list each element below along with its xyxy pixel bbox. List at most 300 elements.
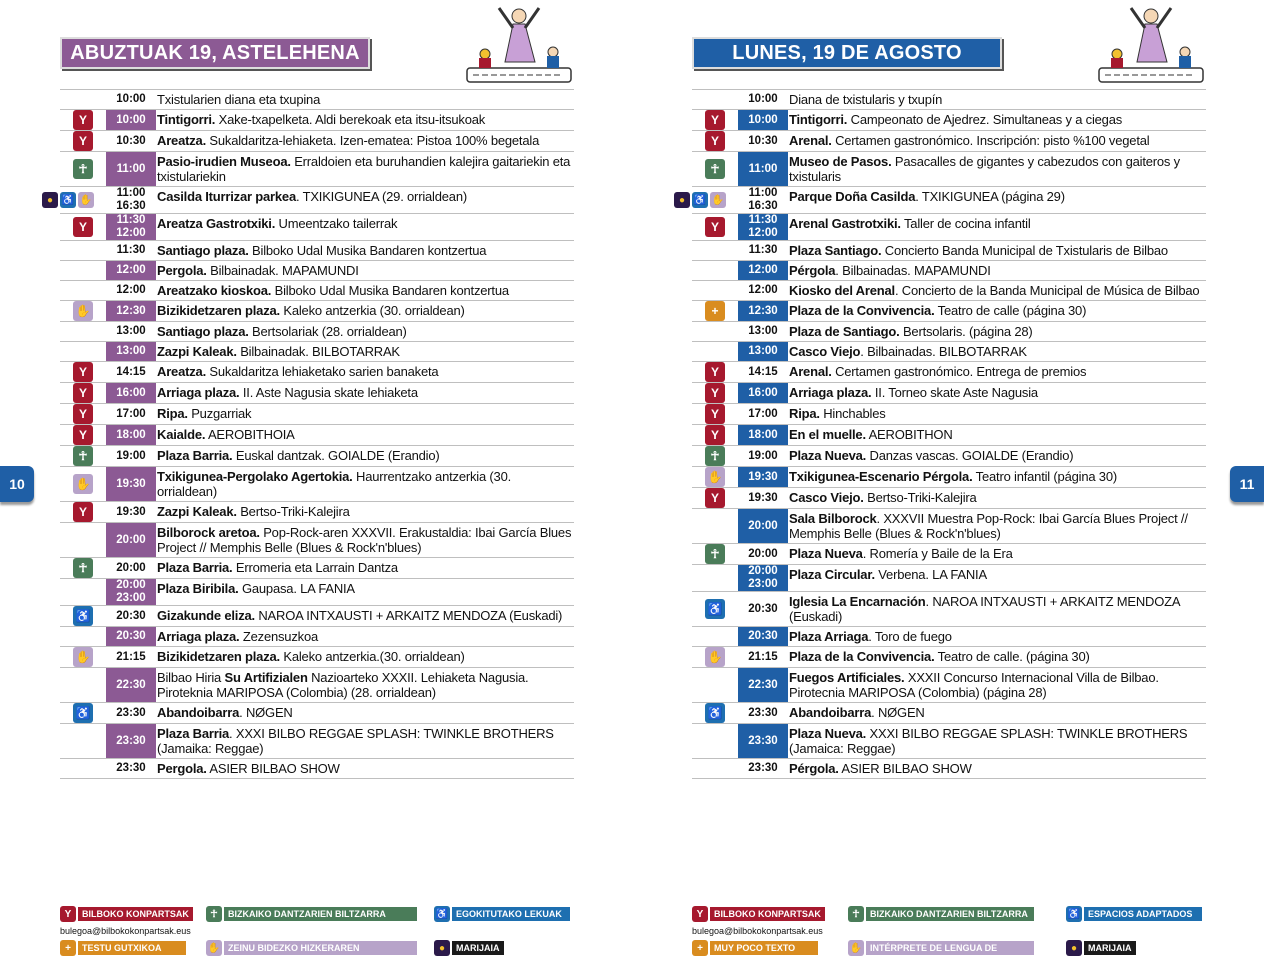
event-text: Bertsolariak (28. orrialdean) xyxy=(248,324,407,339)
event-text: Bilbainadak. MAPAMUNDI xyxy=(206,263,359,278)
sign-language-icon: ✋ xyxy=(705,467,725,487)
event-time xyxy=(106,90,156,109)
wheelchair-icon: ♿ xyxy=(705,599,725,619)
row-icon-cell xyxy=(60,404,106,424)
dancer-icon: ☥ xyxy=(73,558,93,578)
row-icon-cell xyxy=(692,544,738,564)
page-number-tab: 10 xyxy=(0,466,34,502)
event-place: Areatza. xyxy=(157,133,206,148)
event-description xyxy=(156,131,574,151)
legend-dantzari: ☥ BIZKAIKO DANTZARIEN BILTZARRA xyxy=(206,906,417,922)
row-icon-cell xyxy=(692,446,738,466)
table-row xyxy=(60,281,574,301)
event-place: Plaza Santiago. xyxy=(789,243,882,258)
sign-language-icon: ✋ xyxy=(206,940,222,956)
konpartsak-icon: Y xyxy=(705,131,725,151)
konpartsak-icon: Y xyxy=(73,502,93,522)
time-value: 14:15 xyxy=(116,365,146,378)
event-description xyxy=(788,544,1206,564)
event-description xyxy=(788,446,1206,466)
event-description xyxy=(788,383,1206,403)
table-row xyxy=(60,322,574,342)
row-icon-cell xyxy=(60,322,106,341)
time-value: 19:00 xyxy=(748,449,778,462)
event-description xyxy=(788,214,1206,240)
marijaia-mascot-icon xyxy=(1095,2,1207,86)
table-row xyxy=(692,544,1206,565)
time-value: 16:00 xyxy=(748,386,778,399)
event-description xyxy=(788,281,1206,300)
table-row xyxy=(60,467,574,502)
konpartsak-icon: Y xyxy=(73,110,93,130)
event-text: Diana de txistularis y txupín xyxy=(789,92,943,107)
row-icon-cell xyxy=(692,627,738,646)
event-text: Bilboko Udal Musika Bandaren kontzertua xyxy=(271,283,509,298)
event-text: . NØGEN xyxy=(239,705,293,720)
konpartsak-icon: Y xyxy=(73,362,93,382)
table-row xyxy=(692,301,1206,322)
event-description xyxy=(788,668,1206,702)
event-place: Pérgola xyxy=(789,263,836,278)
schedule-table xyxy=(46,89,574,779)
table-row xyxy=(60,131,574,152)
table-row xyxy=(60,362,574,383)
dancer-icon: ☥ xyxy=(206,906,222,922)
time-value: 11:30 xyxy=(748,244,778,256)
time-value: 11:30 xyxy=(748,214,778,226)
table-row xyxy=(692,362,1206,383)
event-place: Casco Viejo. xyxy=(789,490,864,505)
event-place: Abandoibarra xyxy=(789,705,872,720)
event-text: Verbena. LA FANIA xyxy=(874,567,987,582)
sign-language-icon: ✋ xyxy=(710,192,726,208)
time-value: 10:00 xyxy=(748,93,778,105)
event-place: Plaza Arriaga xyxy=(789,629,869,644)
event-text: ASIER BILBAO SHOW xyxy=(206,761,340,776)
event-text: Erraldoien eta buruhandien kalejira gaitariekin eta txistulariekin xyxy=(157,154,571,184)
event-time xyxy=(106,425,156,445)
event-time xyxy=(106,152,156,186)
marijaia-icon: ● xyxy=(1066,940,1082,956)
row-icon-cell xyxy=(60,214,106,240)
event-time xyxy=(106,759,156,778)
event-text: Txistularien diana eta txupina xyxy=(157,92,321,107)
time-value: 12:00 xyxy=(116,227,146,239)
time-value: 10:30 xyxy=(116,134,146,147)
event-time xyxy=(106,281,156,300)
event-description xyxy=(788,404,1206,424)
event-time xyxy=(738,668,788,702)
time-value: 12:00 xyxy=(116,264,146,276)
row-icon-cell xyxy=(60,703,106,723)
event-time xyxy=(738,544,788,564)
event-time xyxy=(106,523,156,557)
event-text: Certamen gastronómico. Inscripción: pisto %100 vegetal xyxy=(831,133,1150,148)
time-value: 13:00 xyxy=(116,345,146,357)
marijaia-icon: ● xyxy=(434,940,450,956)
event-description xyxy=(788,425,1206,445)
time-value: 20:00 xyxy=(116,533,146,546)
konpartsak-icon: Y xyxy=(73,131,93,151)
event-place: Plaza Biribila. xyxy=(157,581,239,596)
event-description xyxy=(156,362,574,382)
event-time xyxy=(106,703,156,723)
table-row xyxy=(692,446,1206,467)
row-icon-cell xyxy=(692,383,738,403)
event-description xyxy=(788,322,1206,341)
event-text: Sukaldaritza lehiaketako sarien banaketa xyxy=(205,364,439,379)
table-row xyxy=(60,110,574,131)
event-time xyxy=(106,362,156,382)
table-row xyxy=(692,342,1206,362)
event-time xyxy=(738,281,788,300)
table-row xyxy=(60,627,574,647)
event-place: Casilda Iturrizar parkea xyxy=(157,189,296,204)
dancer-icon: ☥ xyxy=(73,159,93,179)
event-time xyxy=(738,322,788,341)
dancer-icon: ☥ xyxy=(73,446,93,466)
event-text: Teatro de calle (página 30) xyxy=(934,303,1087,318)
row-icon-cell xyxy=(692,322,738,341)
row-icon-cell xyxy=(60,579,106,605)
event-text: Xake-txapelketa. Aldi berekoak eta itsu-itsukoak xyxy=(215,112,486,127)
event-description xyxy=(788,301,1206,321)
time-value: 22:30 xyxy=(748,678,778,691)
time-value: 23:30 xyxy=(748,762,778,774)
event-place: Plaza Nueva. xyxy=(789,448,867,463)
event-time xyxy=(106,606,156,626)
table-row xyxy=(692,488,1206,509)
time-value: 16:00 xyxy=(116,386,146,399)
row-icon-cell xyxy=(60,90,106,109)
row-icon-cell xyxy=(60,425,106,445)
time-value: 10:00 xyxy=(748,113,778,126)
event-description xyxy=(156,261,574,280)
dancer-icon: ☥ xyxy=(705,159,725,179)
event-place: Txikigunea-Escenario Pérgola. xyxy=(789,469,973,484)
table-row xyxy=(60,89,574,110)
event-text: . XXXVII Muestra Pop-Rock: Ibai García Blues Project // Memphis Belle (Blues & Rock'n'blues) xyxy=(789,511,1188,541)
event-place: Sala Bilborock xyxy=(789,511,877,526)
row-icon-cell xyxy=(692,759,738,778)
event-description xyxy=(788,131,1206,151)
event-description xyxy=(156,668,574,702)
time-value: 20:30 xyxy=(748,602,778,615)
event-place: Pasio-irudien Museoa. xyxy=(157,154,291,169)
table-row xyxy=(60,703,574,724)
event-time xyxy=(106,446,156,466)
event-time xyxy=(738,467,788,487)
time-value: 12:00 xyxy=(116,284,146,296)
table-row xyxy=(60,668,574,703)
event-time xyxy=(738,342,788,361)
event-place: Txikigunea-Pergolako Agertokia. xyxy=(157,469,353,484)
event-time xyxy=(738,565,788,591)
time-value: 11:00 xyxy=(748,162,778,175)
table-row xyxy=(692,261,1206,281)
wheelchair-icon: ♿ xyxy=(692,192,708,208)
event-description xyxy=(788,187,1206,213)
table-row xyxy=(60,241,574,261)
event-time xyxy=(738,488,788,508)
day-banner: ABUZTUAK 19, ASTELEHENA xyxy=(60,37,370,69)
row-icon-cell xyxy=(692,565,738,591)
table-row xyxy=(692,425,1206,446)
table-row xyxy=(60,523,574,558)
event-description xyxy=(156,281,574,300)
event-text: Teatro infantil (página 30) xyxy=(972,469,1117,484)
event-text: Puzgarriak xyxy=(187,406,252,421)
event-place: Iglesia La Encarnación xyxy=(789,594,926,609)
time-value: 11:30 xyxy=(116,244,146,256)
row-icon-cell xyxy=(692,703,738,723)
event-place: Arenal. xyxy=(789,133,832,148)
time-value: 20:30 xyxy=(116,630,146,642)
event-place: Bizikidetzaren plaza. xyxy=(157,649,280,664)
event-place: Plaza Barria. xyxy=(157,560,233,575)
legend-zeinu: ✋ ZEINU BIDEZKO HIZKERAREN INTERPRETEA xyxy=(206,940,417,956)
event-description xyxy=(788,342,1206,361)
row-icon-cell xyxy=(60,724,106,758)
event-place: Arenal Gastrotxiki. xyxy=(789,216,901,231)
event-time xyxy=(738,110,788,130)
time-value: 23:30 xyxy=(116,734,146,747)
time-value: 12:30 xyxy=(748,304,778,317)
row-icon-cell xyxy=(692,404,738,424)
event-text: . TXIKIGUNEA (página 29) xyxy=(915,189,1065,204)
event-text: Kaleko antzerkia.(30. orrialdean) xyxy=(279,649,465,664)
event-time xyxy=(106,383,156,403)
table-row xyxy=(692,322,1206,342)
time-value: 23:30 xyxy=(748,734,778,747)
event-text: . XXXI BILBO REGGAE SPLASH: TWINKLE BROTHERS (Jamaika: Reggae) xyxy=(157,726,554,756)
event-text: Bilbainadak. BILBOTARRAK xyxy=(236,344,400,359)
table-row xyxy=(46,187,574,214)
row-icon-cell xyxy=(692,342,738,361)
event-time xyxy=(738,759,788,778)
event-text: XXXI BILBO REGGAE SPLASH: TWINKLE BROTHERS (Jamaica: Reggae) xyxy=(789,726,1188,756)
event-time xyxy=(738,383,788,403)
event-place: Bilborock aretoa. xyxy=(157,525,260,540)
event-time xyxy=(738,131,788,151)
event-time xyxy=(106,214,156,240)
row-icon-cell xyxy=(60,627,106,646)
event-time xyxy=(106,241,156,260)
marijaia-mascot-icon xyxy=(463,2,575,86)
event-description xyxy=(788,110,1206,130)
event-description xyxy=(788,703,1206,723)
time-value: 17:00 xyxy=(116,407,146,420)
table-row xyxy=(60,425,574,446)
event-place: Gizakunde eliza. xyxy=(157,608,255,623)
event-place: Plaza Barria. xyxy=(157,448,233,463)
time-value: 20:00 xyxy=(748,547,778,560)
event-description xyxy=(788,362,1206,382)
row-icon-cell xyxy=(692,647,738,667)
event-time xyxy=(106,131,156,151)
time-value: 19:30 xyxy=(116,505,146,518)
event-place: Arriaga plaza. xyxy=(789,385,872,400)
row-icon-cell xyxy=(60,668,106,702)
event-place: Santiago plaza. xyxy=(157,324,249,339)
event-description xyxy=(156,187,574,213)
wheelchair-icon: ♿ xyxy=(60,192,76,208)
legend-egokitu: ♿ ESPACIOS ADAPTADOS xyxy=(1066,906,1202,922)
row-icon-cell xyxy=(692,425,738,445)
event-description xyxy=(156,152,574,186)
event-place: Areatza Gastrotxiki. xyxy=(157,216,276,231)
time-value: 20:00 xyxy=(748,565,778,577)
event-place: Plaza de la Convivencia. xyxy=(789,649,935,664)
table-row xyxy=(692,703,1206,724)
legend-testu: + TESTU GUTXIKOA xyxy=(60,940,186,956)
event-time xyxy=(738,404,788,424)
row-icon-cell xyxy=(60,131,106,151)
table-row xyxy=(692,467,1206,488)
event-text: II. Torneo skate Aste Nagusia xyxy=(871,385,1038,400)
time-value: 18:00 xyxy=(748,428,778,441)
row-icon-cell xyxy=(46,187,106,213)
row-icon-cell xyxy=(60,152,106,186)
row-icon-cell xyxy=(60,241,106,260)
event-time xyxy=(106,558,156,578)
event-place: Arriaga plaza. xyxy=(157,385,240,400)
event-place: Casco Viejo xyxy=(789,344,861,359)
sign-language-icon: ✋ xyxy=(73,647,93,667)
table-row xyxy=(692,241,1206,261)
event-description xyxy=(156,703,574,723)
konpartsak-icon: Y xyxy=(705,362,725,382)
event-text: Pop-Rock-aren XXXVII. Erakustaldia: Ibai García Blues Project // Memphis Belle (Blues & Rock'n'blues) xyxy=(157,525,572,555)
event-text: . Romería y Baile de la Era xyxy=(862,546,1013,561)
row-icon-cell xyxy=(692,152,738,186)
event-description xyxy=(156,404,574,424)
konpartsak-icon: Y xyxy=(705,404,725,424)
row-icon-cell xyxy=(60,110,106,130)
sign-language-icon: ✋ xyxy=(848,940,864,956)
event-text: Haurrentzako antzerkia (30. orrialdean) xyxy=(157,469,512,499)
row-icon-cell xyxy=(692,668,738,702)
event-text: Bilboko Udal Musika Bandaren kontzertua xyxy=(248,243,487,258)
time-value: 20:30 xyxy=(748,630,778,642)
table-row xyxy=(60,152,574,187)
event-text: . TXIKIGUNEA (29. orrialdean) xyxy=(296,189,467,204)
table-row xyxy=(692,565,1206,592)
row-icon-cell xyxy=(60,467,106,501)
event-description xyxy=(156,502,574,522)
event-time xyxy=(106,342,156,361)
event-place: Ripa. xyxy=(789,406,820,421)
event-text: Erromeria eta Larrain Dantza xyxy=(232,560,398,575)
event-description xyxy=(788,724,1206,758)
table-row xyxy=(692,383,1206,404)
konpartsak-icon: Y xyxy=(73,425,93,445)
event-place: Pergola. xyxy=(157,761,207,776)
event-place: Arenal. xyxy=(789,364,832,379)
event-description xyxy=(156,90,574,109)
event-place: Plaza Circular. xyxy=(789,567,875,582)
event-description xyxy=(788,261,1206,280)
event-description xyxy=(156,627,574,646)
row-icon-cell xyxy=(60,523,106,557)
event-place: Areatzako kioskoa. xyxy=(157,283,272,298)
event-description xyxy=(156,322,574,341)
event-time xyxy=(738,627,788,646)
event-text: Zezensuzkoa xyxy=(239,629,319,644)
table-row xyxy=(678,187,1206,214)
marijaia-icon: ● xyxy=(674,192,690,208)
row-icon-cell xyxy=(60,558,106,578)
table-row xyxy=(60,404,574,425)
event-description xyxy=(156,759,574,778)
row-icon-cell xyxy=(692,281,738,300)
time-value: 23:30 xyxy=(748,706,778,719)
time-value: 23:30 xyxy=(116,706,146,719)
row-icon-cell xyxy=(60,383,106,403)
table-row xyxy=(692,89,1206,110)
event-text: II. Aste Nagusia skate lehiaketa xyxy=(239,385,418,400)
konpartsak-icon: Y xyxy=(705,488,725,508)
table-row xyxy=(60,446,574,467)
event-text: AEROBITHON xyxy=(865,427,953,442)
event-time xyxy=(106,579,156,605)
konpartsak-icon: Y xyxy=(705,383,725,403)
time-value: 20:30 xyxy=(116,609,146,622)
event-time xyxy=(738,703,788,723)
legend-marijaia: ● MARIJAIA xyxy=(1066,940,1136,956)
table-row xyxy=(692,509,1206,544)
wheelchair-icon: ♿ xyxy=(73,703,93,723)
legend-konpartsak: Y BILBOKO KONPARTSAK xyxy=(60,906,193,922)
wheelchair-icon: ♿ xyxy=(705,703,725,723)
row-icon-cell xyxy=(60,342,106,361)
event-text: Taller de cocina infantil xyxy=(900,216,1031,231)
event-text: AEROBITHOIA xyxy=(205,427,295,442)
event-place: Tintigorri. xyxy=(789,112,848,127)
time-value: 13:00 xyxy=(748,345,778,357)
row-icon-cell xyxy=(60,301,106,321)
time-value: 19:00 xyxy=(116,449,146,462)
event-time xyxy=(738,261,788,280)
event-text: Kaleko antzerkia (30. orrialdean) xyxy=(279,303,465,318)
legend-marijaia: ● MARIJAIA xyxy=(434,940,504,956)
legend xyxy=(692,906,1212,966)
time-value: 12:30 xyxy=(116,304,146,317)
event-place: Parque Doña Casilda xyxy=(789,189,916,204)
row-icon-cell xyxy=(60,502,106,522)
event-text: . Bilbainadas. MAPAMUNDI xyxy=(835,263,991,278)
row-icon-cell xyxy=(60,647,106,667)
time-value: 10:00 xyxy=(116,113,146,126)
event-text: Umeentzako tailerrak xyxy=(275,216,398,231)
table-row xyxy=(60,759,574,779)
event-time xyxy=(106,301,156,321)
event-text: Danzas vascas. GOIALDE (Erandio) xyxy=(866,448,1074,463)
event-text: Gaupasa. LA FANIA xyxy=(238,581,355,596)
row-icon-cell xyxy=(692,90,738,109)
event-time xyxy=(738,509,788,543)
schedule-table xyxy=(678,89,1206,779)
time-value: 19:30 xyxy=(748,491,778,504)
event-place: Plaza Nueva. xyxy=(789,726,867,741)
event-text: Concierto Banda Municipal de Txistularis de Bilbao xyxy=(881,243,1168,258)
event-text: . Concierto de la Banda Municipal de Música de Bilbao xyxy=(894,283,1200,298)
event-description xyxy=(788,241,1206,260)
time-value: 21:15 xyxy=(116,650,146,663)
time-value: 23:00 xyxy=(748,578,778,590)
row-icon-cell xyxy=(692,301,738,321)
event-place: Bizikidetzaren plaza. xyxy=(157,303,280,318)
